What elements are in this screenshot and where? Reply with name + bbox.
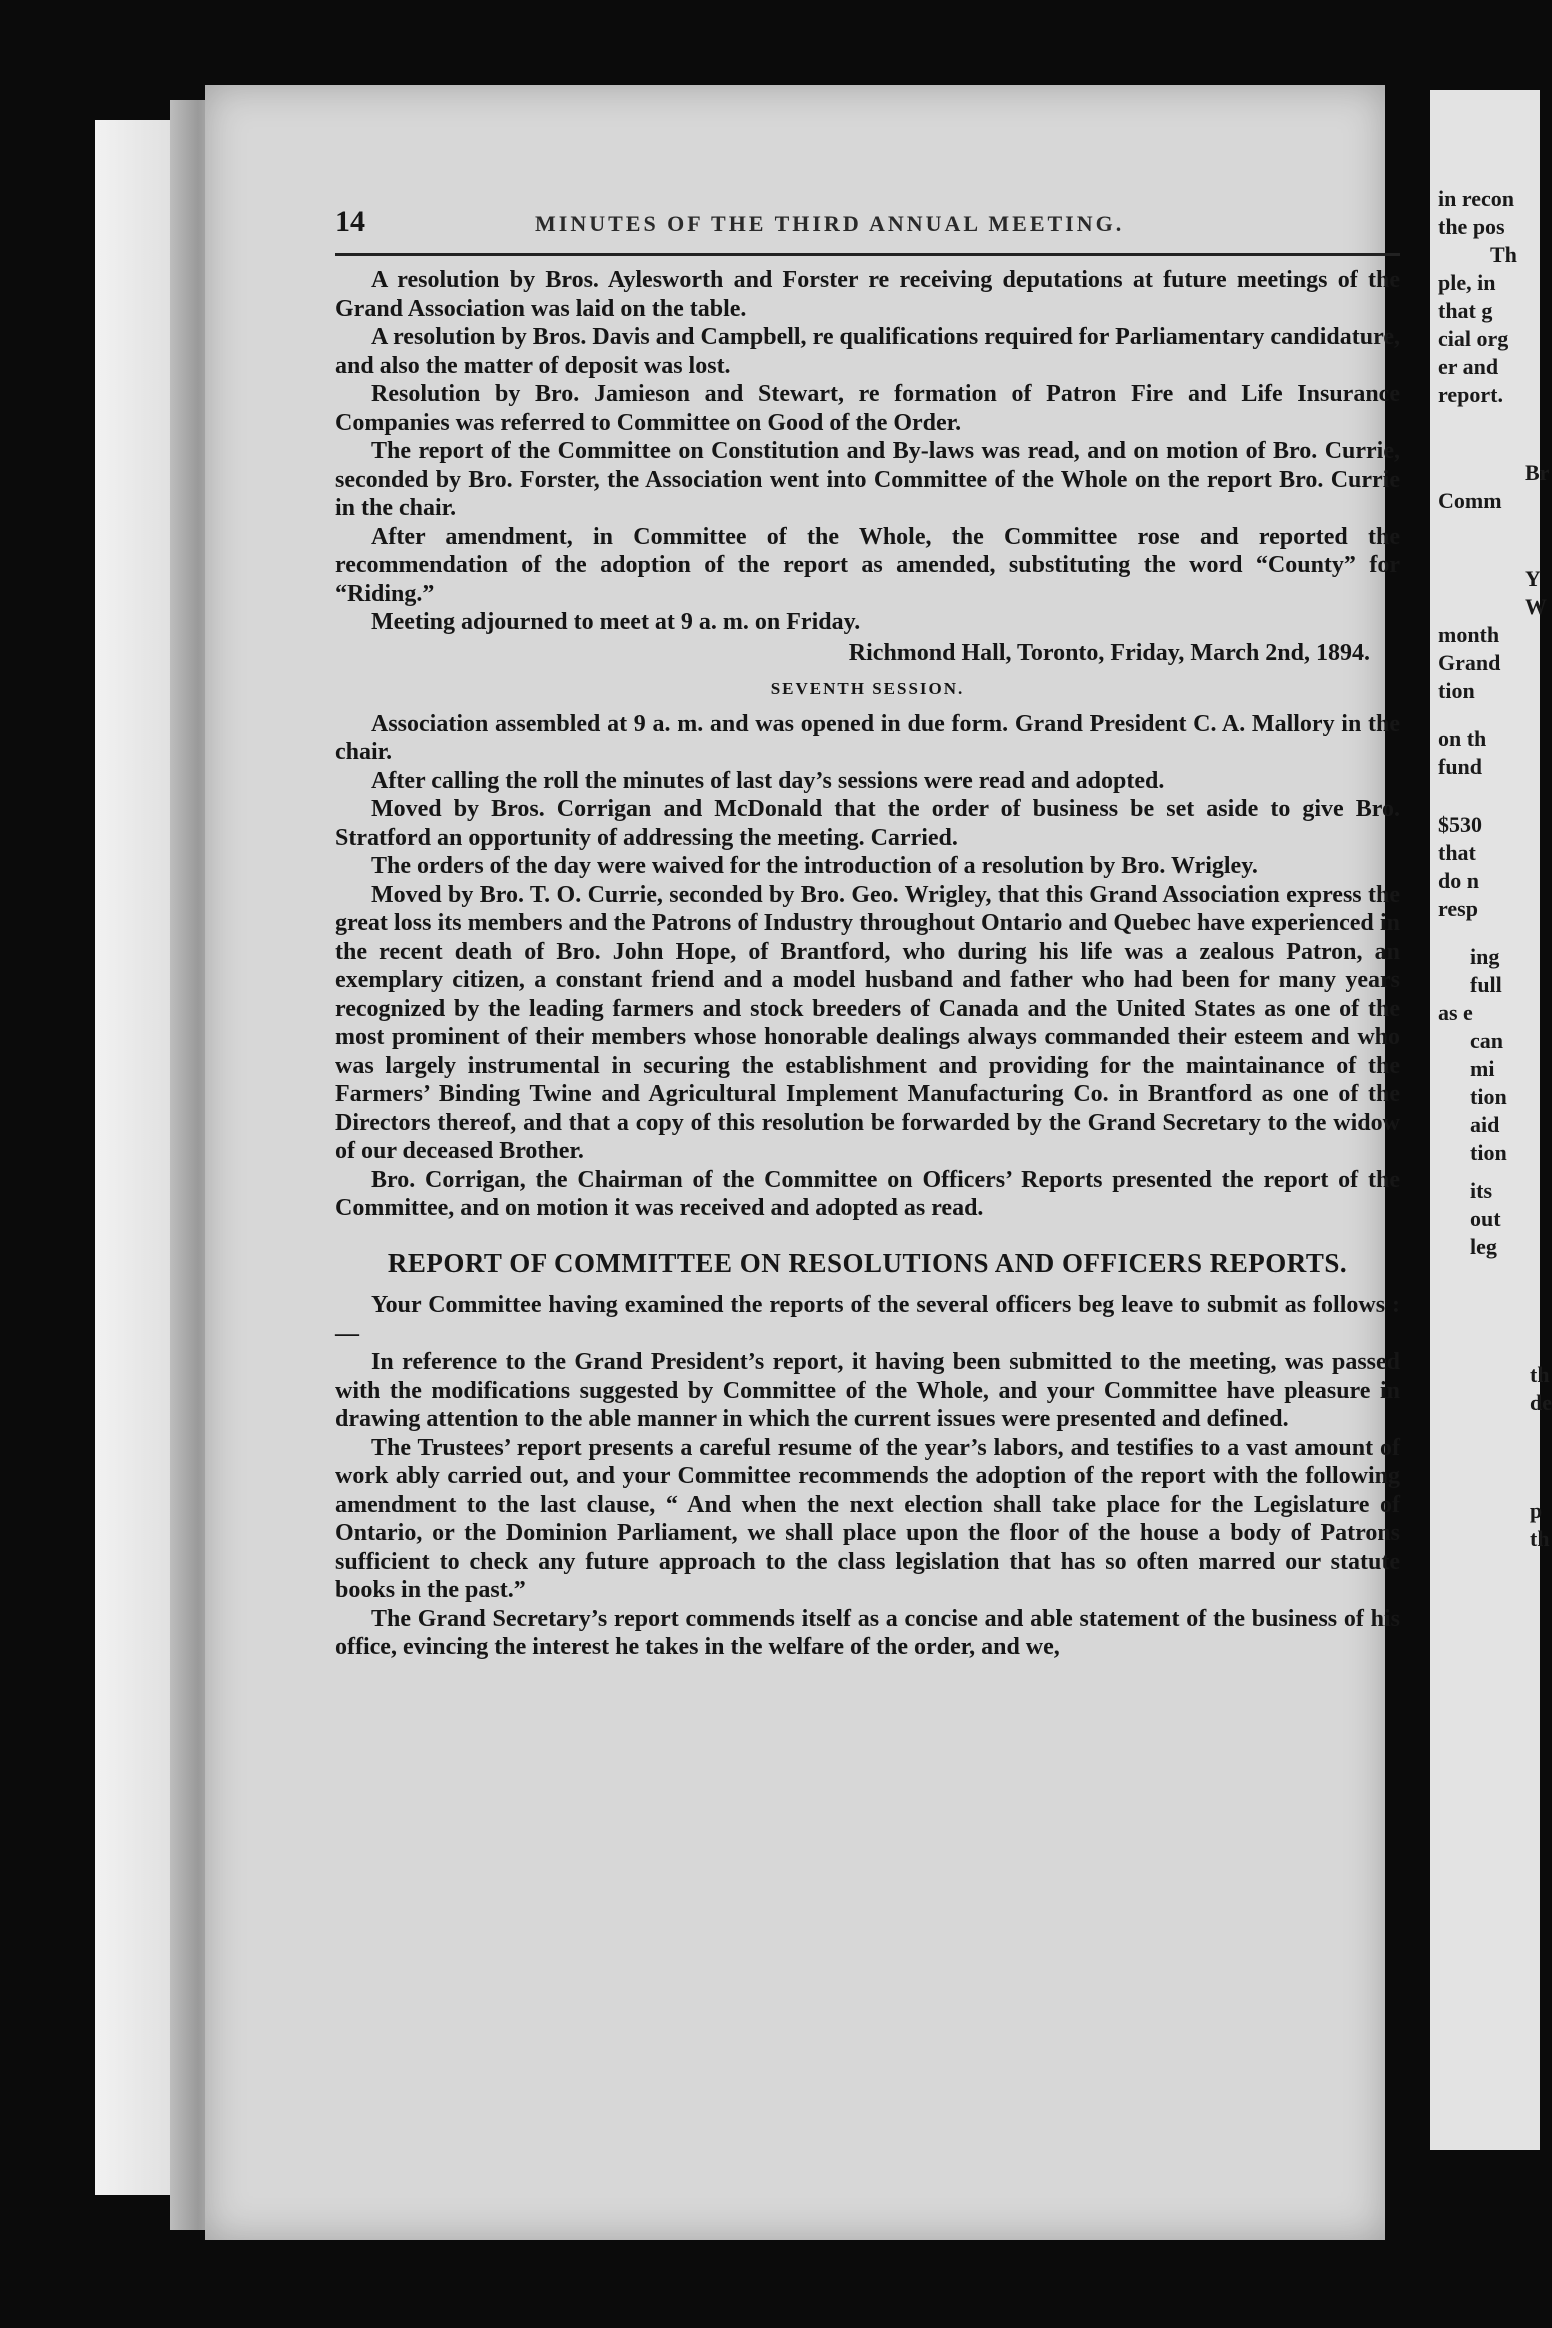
fragment: resp: [1438, 896, 1478, 921]
paragraph: After calling the roll the minutes of last day’s sessions were read and adopted.: [371, 767, 1165, 794]
running-head-title: MINUTES OF THE THIRD ANNUAL MEETING.: [535, 211, 1125, 236]
fragment: W: [1525, 594, 1547, 619]
paragraph: Association assembled at 9 a. m. and was opened in due form. Grand President C. A. Mallory in the chair.: [335, 710, 1400, 765]
fragment: fund: [1438, 754, 1483, 779]
paragraph: The Grand Secretary’s report commends itself as a concise and able statement of the business of his office, evincing the interest he takes in the welfare of the order, and we,: [335, 1605, 1400, 1660]
fragment: de: [1530, 1390, 1552, 1415]
page-content: [335, 205, 1400, 1662]
paragraph: Meeting adjourned to meet at 9 a. m. on Friday.: [371, 609, 861, 635]
header-rule: [335, 253, 1400, 256]
paragraph: Moved by Bro. T. O. Currie, seconded by Bro. Geo. Wrigley, that this Grand Association express the great loss its members and the Patrons of Industry throughout Ontario and Quebec have experienced in the recent death of Bro. John Hope, of Brantford, who during his life was a zealous Patron, an exemplary citizen, a constant friend and a model husband and father who had been for many years recognized by the leading farmers and stock breeders of Canada and the United States as one of the most prominent of their members whose honorable dealings always commanded their esteem and who was largely instrumental in securing the establishment and providing for the maintainance of the Farmers’ Binding Twine and Agricultural Implement Manufacturing Co. in Brantford as one of the Directors thereof, and that a copy of this resolution be forwarded by the Grand Secretary to the widow of our deceased Brother.: [335, 881, 1400, 1164]
fragment: th: [1530, 1362, 1550, 1387]
fragment: Th: [1490, 242, 1517, 267]
fragment: mi: [1470, 1056, 1495, 1081]
fragment: that: [1438, 840, 1476, 865]
fragment: tion: [1470, 1140, 1507, 1165]
fragment: its: [1470, 1178, 1492, 1203]
fragment: can: [1470, 1028, 1503, 1053]
dateline: Richmond Hall, Toronto, Friday, March 2nd, 1894.: [848, 639, 1370, 666]
paragraph: Moved by Bros. Corrigan and McDonald that the order of business be set aside to give Bro. Stratford an opportunity of addressing the meeting. Carried.: [335, 796, 1400, 851]
paragraph: The report of the Committee on Constitution and By-laws was read, and on motion of Bro. Currie, seconded by Bro. Forster, the Association went into Committee of the Whole on the report Bro. Currie in the chair.: [335, 438, 1400, 521]
session-heading: SEVENTH SESSION.: [770, 679, 965, 698]
fragment: leg: [1470, 1234, 1497, 1259]
fragment: Y: [1525, 566, 1541, 591]
fragment: ple, in: [1438, 270, 1496, 295]
paragraph: Bro. Corrigan, the Chairman of the Committee on Officers’ Reports presented the report of the Committee, and on motion it was received and adopted as read.: [335, 1166, 1400, 1221]
paragraph: A resolution by Bros. Aylesworth and Forster re receiving deputations at future meetings of the Grand Association was laid on the table.: [335, 267, 1400, 322]
fragment: out: [1470, 1206, 1501, 1231]
fragment: $530: [1438, 812, 1482, 837]
paragraph: Resolution by Bro. Jamieson and Stewart, re formation of Patron Fire and Life Insurance Companies was referred to Committee on Good of the Order.: [335, 381, 1400, 436]
fragment: the pos: [1438, 214, 1505, 239]
fragment: cial org: [1438, 326, 1509, 351]
fragment: p: [1530, 1498, 1543, 1523]
paragraph: A resolution by Bros. Davis and Campbell, re qualifications required for Parliamentary candidature, and also the matter of deposit was lost.: [335, 324, 1400, 379]
paragraph: In reference to the Grand President’s report, it having been submitted to the meeting, was passed with the modifications suggested by Committee of the Whole, and your Committee have pleasure in drawing attention to the able manner in which the current issues were presented and defined.: [335, 1349, 1400, 1432]
paragraph: The Trustees’ report presents a careful resume of the year’s labors, and testifies to a vast amount of work ably carried out, and your Committee recommends the adoption of the report with the following amendment to the last clause, “ And when the next election shall take place for the Legislature of Ontario, or the Dominion Parliament, we shall place upon the floor of the house a body of Patrons sufficient to check any future approach to the class legislation that has so often marred our statute books in the past.”: [335, 1434, 1400, 1603]
fragment: Grand: [1438, 650, 1501, 675]
fragment: on th: [1438, 726, 1487, 751]
paragraph: After amendment, in Committee of the Whole, the Committee rose and reported the recommendation of the adoption of the report as amended, substituting the word “County” for “Riding.”: [335, 523, 1400, 607]
fragment: tion: [1470, 1084, 1507, 1109]
paragraph: Your Committee having examined the reports of the several officers beg leave to submit as follows :—: [335, 1292, 1400, 1347]
page-number: 14: [335, 205, 365, 238]
paragraph: The orders of the day were waived for the introduction of a resolution by Bro. Wrigley.: [371, 853, 1258, 879]
fragment: ing: [1470, 944, 1500, 969]
running-head: [335, 205, 1400, 245]
fragment: as e: [1438, 1000, 1473, 1025]
fragment: report.: [1438, 382, 1503, 407]
fragment: Comm: [1438, 488, 1502, 513]
fragment: tion: [1438, 678, 1475, 703]
report-heading: REPORT OF COMMITTEE ON RESOLUTIONS AND OFFICERS REPORTS.: [387, 1247, 1348, 1278]
fragment: th: [1530, 1526, 1550, 1551]
fragment: aid: [1470, 1112, 1500, 1137]
fragment: in recon: [1438, 186, 1514, 211]
fragment: month: [1438, 622, 1500, 647]
adjacent-page-strip: [1430, 90, 1552, 2150]
fragment: do n: [1438, 868, 1479, 893]
fragment: er and: [1438, 354, 1499, 379]
fragment: full: [1470, 972, 1502, 997]
fragment: Br: [1525, 460, 1550, 485]
fragment: that g: [1438, 298, 1493, 323]
